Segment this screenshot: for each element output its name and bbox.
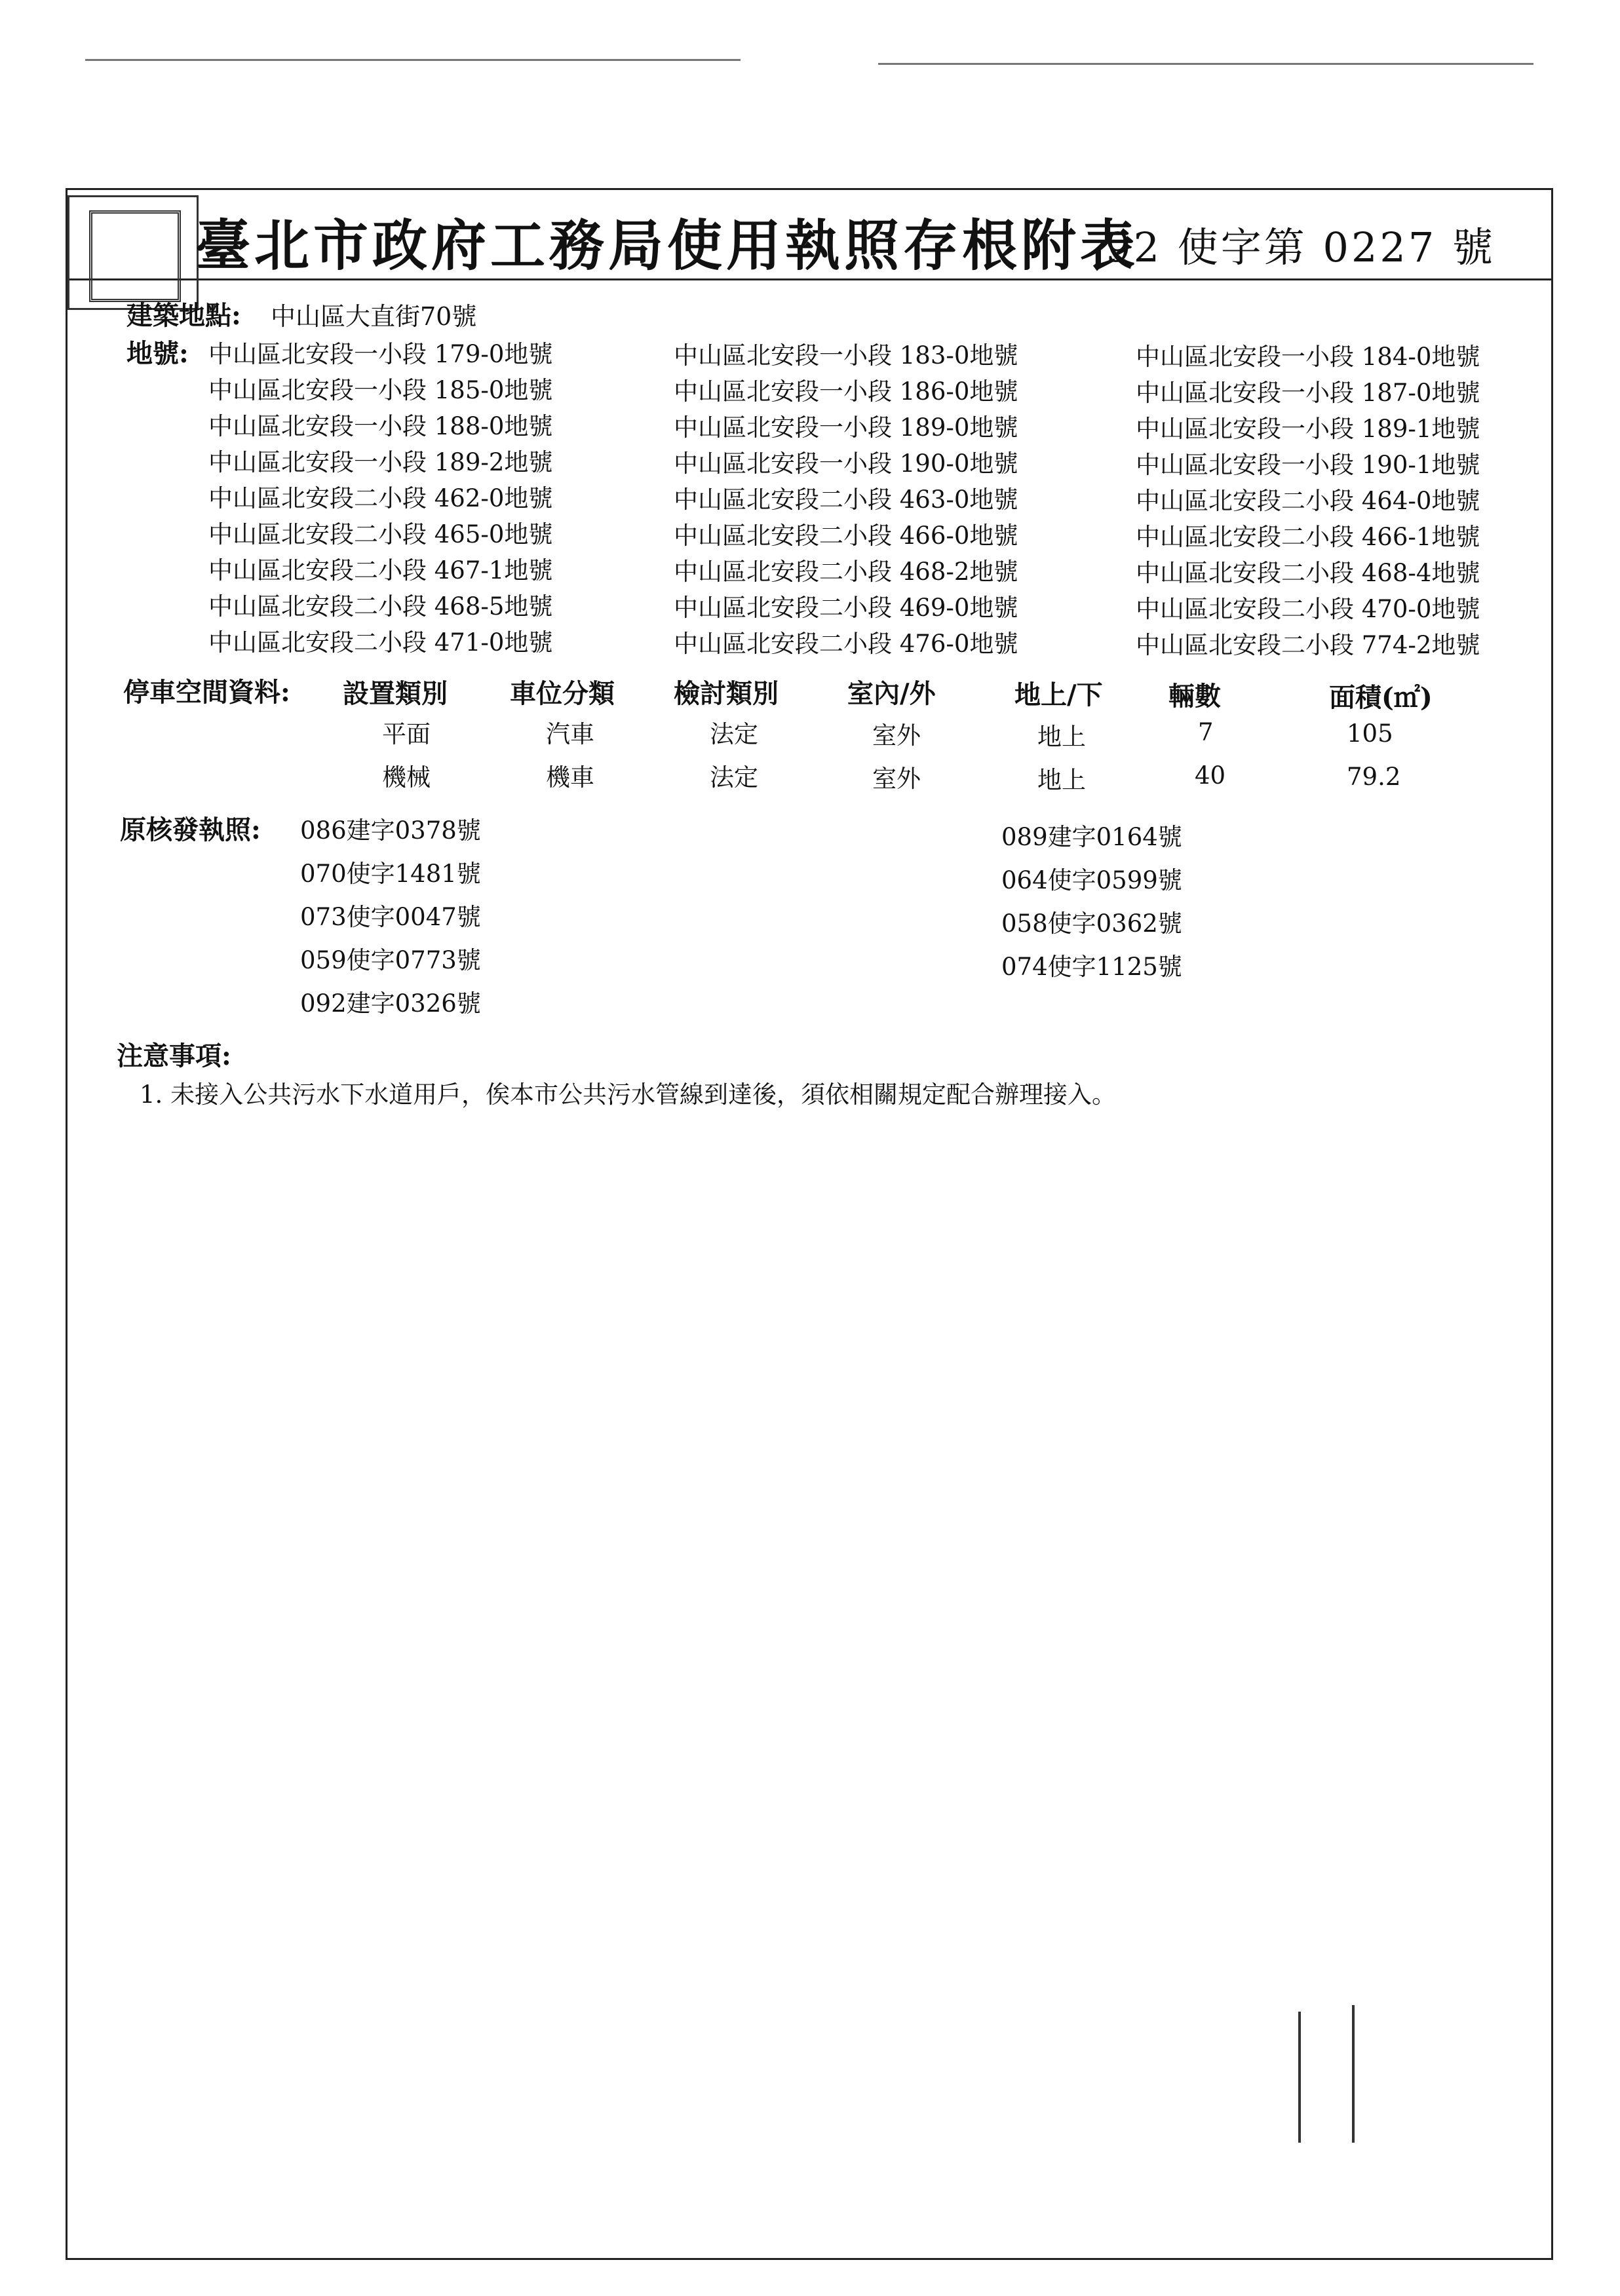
note-item: 1. 未接入公共污水下水道用戶，俟本市公共污水管線到達後，須依相關規定配合辦理接入。 (140, 1081, 1117, 1109)
parking-cell: 平面 (382, 720, 431, 748)
license-item: 074使字1125號 (1001, 953, 1182, 981)
document-title: 臺北市政府工務局使用執照存根附表 (195, 213, 1140, 278)
parking-cell: 地上 (1037, 766, 1086, 794)
lots-label: 地號: (126, 338, 189, 369)
parking-label: 停車空間資料: (123, 677, 290, 708)
lot-item: 中山區北安段二小段 468-4地號 (1136, 559, 1480, 587)
lot-item: 中山區北安段二小段 463-0地號 (674, 486, 1018, 514)
parking-cell: 機車 (546, 763, 594, 792)
licenses-label: 原核發執照: (120, 814, 261, 845)
parking-cell: 汽車 (546, 720, 594, 748)
official-seal (68, 195, 199, 310)
license-item: 059使字0773號 (300, 946, 481, 974)
parking-cell: 40 (1195, 761, 1226, 790)
lot-item: 中山區北安段一小段 184-0地號 (1136, 343, 1480, 371)
scan-line (878, 63, 1533, 65)
lot-item: 中山區北安段一小段 187-0地號 (1136, 379, 1480, 407)
title-row (68, 190, 1551, 280)
lot-item: 中山區北安段二小段 469-0地號 (674, 594, 1018, 622)
lot-item: 中山區北安段一小段 186-0地號 (674, 377, 1018, 406)
lot-item: 中山區北安段二小段 465-0地號 (208, 520, 553, 548)
license-item: 070使字1481號 (300, 860, 481, 888)
parking-cell: 室外 (872, 765, 921, 793)
lot-item: 中山區北安段二小段 470-0地號 (1136, 595, 1480, 623)
lot-item: 中山區北安段二小段 468-5地號 (208, 592, 553, 621)
parking-cell: 105 (1347, 719, 1393, 748)
lot-item: 中山區北安段一小段 190-1地號 (1136, 451, 1480, 479)
lot-item: 中山區北安段一小段 185-0地號 (208, 376, 553, 404)
scan-line (85, 59, 741, 61)
license-item: 089建字0164號 (1001, 823, 1182, 851)
lot-item: 中山區北安段二小段 466-1地號 (1136, 523, 1480, 551)
parking-cell: 室外 (872, 721, 921, 750)
parking-cell: 法定 (710, 720, 758, 748)
parking-header-cell: 地上/下 (1014, 679, 1103, 710)
parking-cell: 地上 (1037, 723, 1086, 751)
parking-cell: 79.2 (1347, 763, 1401, 791)
parking-cell: 機械 (382, 763, 431, 792)
lot-item: 中山區北安段一小段 179-0地號 (208, 340, 553, 368)
license-item: 064使字0599號 (1001, 866, 1182, 894)
license-item: 086建字0378號 (300, 816, 481, 845)
scan-mark (1352, 2005, 1355, 2143)
parking-header-cell: 檢討類別 (674, 678, 779, 709)
parking-header-cell: 設置類別 (343, 678, 448, 709)
lot-item: 中山區北安段一小段 189-2地號 (208, 448, 553, 476)
lot-item: 中山區北安段一小段 188-0地號 (208, 412, 553, 440)
lot-item: 中山區北安段一小段 189-1地號 (1136, 415, 1480, 443)
lot-item: 中山區北安段二小段 471-0地號 (208, 628, 553, 657)
notes-label: 注意事項: (117, 1041, 231, 1071)
license-item: 073使字0047號 (300, 903, 481, 931)
permit-number: 92 使字第 0227 號 (1105, 223, 1495, 271)
parking-header-cell: 面積(㎡) (1329, 682, 1433, 713)
parking-header-cell: 車位分類 (510, 678, 615, 709)
lot-item: 中山區北安段二小段 467-1地號 (208, 556, 553, 584)
parking-header-cell: 室內/外 (847, 678, 936, 709)
lot-item: 中山區北安段二小段 462-0地號 (208, 484, 553, 512)
lot-item: 中山區北安段一小段 183-0地號 (674, 341, 1018, 370)
parking-cell: 法定 (710, 763, 758, 792)
parking-cell: 7 (1198, 718, 1214, 746)
location-label: 建築地點: (126, 300, 241, 331)
parking-header-cell: 輛數 (1168, 681, 1221, 712)
lot-item: 中山區北安段二小段 468-2地號 (674, 558, 1018, 586)
license-item: 058使字0362號 (1001, 909, 1182, 938)
lot-item: 中山區北安段二小段 464-0地號 (1136, 487, 1480, 515)
license-item: 092建字0326號 (300, 989, 481, 1018)
location-value: 中山區大直街70號 (271, 302, 477, 331)
lot-item: 中山區北安段二小段 774-2地號 (1136, 631, 1480, 659)
lot-item: 中山區北安段一小段 190-0地號 (674, 450, 1018, 478)
scan-mark (1298, 2012, 1301, 2143)
lot-item: 中山區北安段二小段 476-0地號 (674, 630, 1018, 658)
lot-item: 中山區北安段一小段 189-0地號 (674, 413, 1018, 442)
document-frame (66, 188, 1553, 2260)
lot-item: 中山區北安段二小段 466-0地號 (674, 522, 1018, 550)
